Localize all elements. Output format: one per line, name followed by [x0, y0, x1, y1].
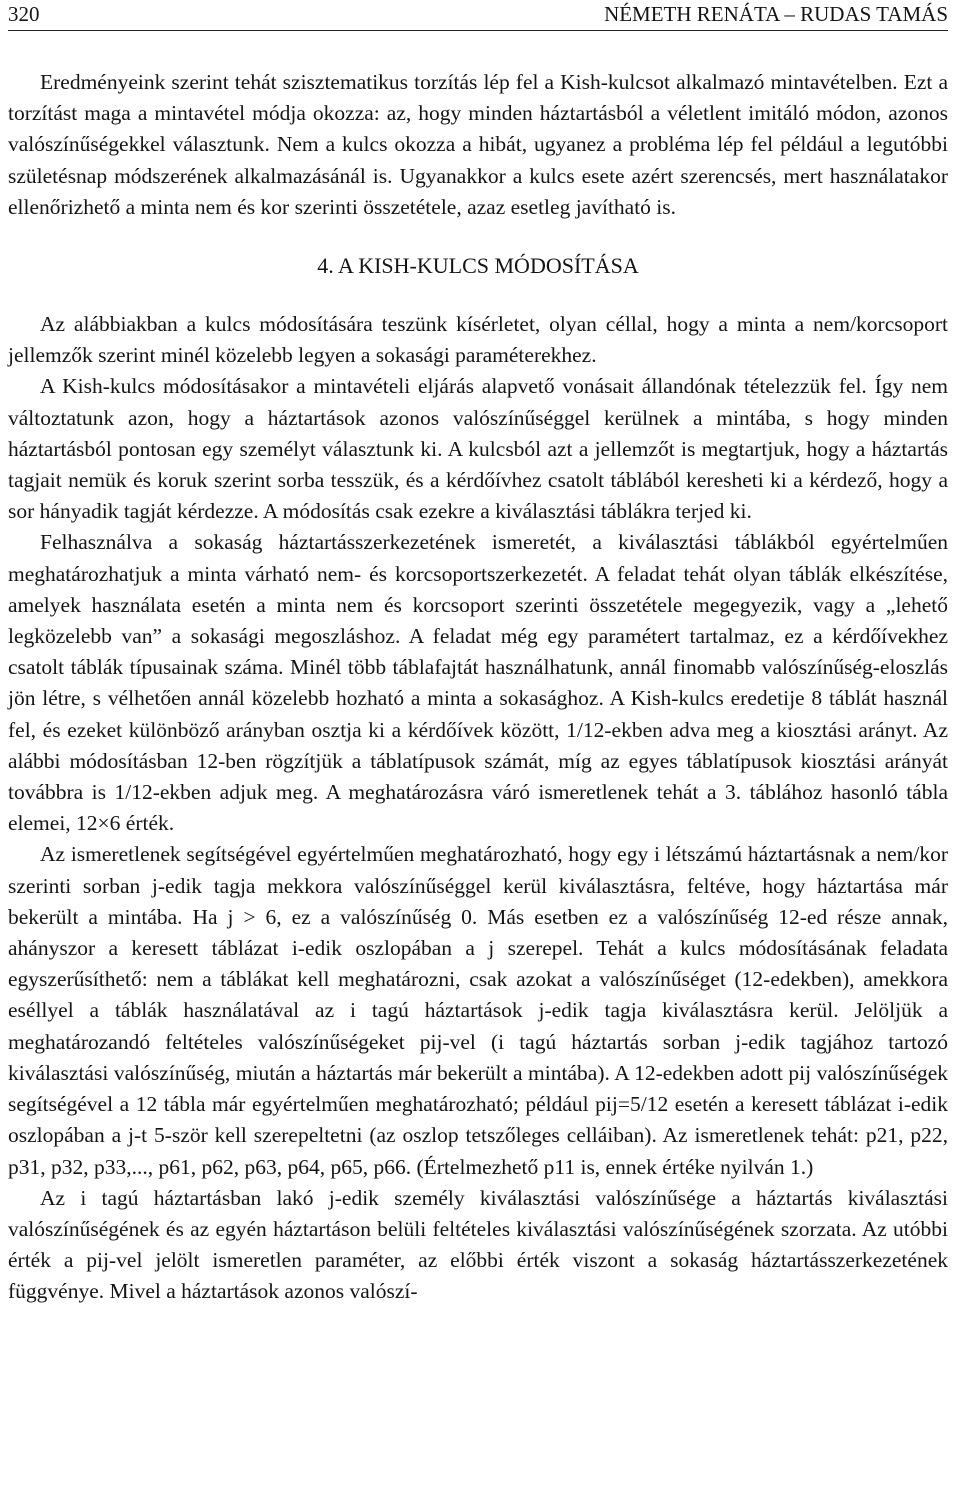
paragraph: Az ismeretlenek segítségével egyértelműen meghatározható, hogy egy i létszámú háztartásnak a nem/kor szerinti sorban j-edik tagja mekkora valószínűséggel kerül kiválasztásra, feltéve, hogy háztartása már bekerült a mintába. Ha j > 6, ez a valószínűség 0. Más esetben ez a valószínűség 12-ed része annak, ahányszor a keresett táblázat i-edik oszlopában a j szerepel. Tehát a kulcs módosításának feladata egyszerűsíthető: nem a táblákat kell meghatározni, csak azokat a valószínűséget (12-edekben), amekkora eséllyel a táblák használatával az i tagú háztartások j-edik tagja kiválasztásra kerül. Jelöljük a meghatározandó feltételes valószínűségeket pij-vel (i tagú háztartás sorban j-edik tagjához tartozó kiválasztási valószínűség, miután a háztartás már bekerült a mintába). A 12-edekben adott pij valószínűségek segítségével a 12 tábla már egyértelműen meghatározható; például pij=5/12 esetén a keresett táblázat i-edik oszlopában a j-t 5-ször kell szerepeltetni (az oszlop tetszőleges celláiban). Az ismeretlenek tehát: p21, p22, p31, p32, p33,..., p61, p62, p63, p64, p65, p66. (Értelmezhető p11 is, ennek értéke nyilván 1.)	[8, 842, 948, 1179]
paragraph: Felhasználva a sokaság háztartásszerkezetének ismeretét, a kiválasztási táblákból egyértelműen meghatározhatjuk a minta várható nem- és korcsoportszerkezetét. A feladat tehát olyan táblák elkészítése, amelyek használata esetén a minta nem és korcsoport szerinti összetétele megegyezik, vagy a „lehető legközelebb van” a sokasági megoszláshoz. A feladat még egy paramétert tartalmaz, ez a kérdőívekhez csatolt táblák típusainak száma. Minél több táblafajtát használhatunk, annál finomabb valószínűség-eloszlás jön létre, s vélhetően annál közelebb hozható a minta a sokasághoz. A Kish-kulcs eredetije 8 táblát használ fel, és ezeket különböző arányban osztja ki a kérdőívek között, 1/12-ekben adva meg a kiosztási arányt. Az alábbi módosításban 12-ben rögzítjük a táblatípusok számát, míg az egyes táblatípusok kiosztási arányát továbbra is 1/12-ekben adjuk meg. A meghatározásra váró ismeretlenek tehát a 3. táblához hasonló tábla elemei, 12×6 érték.	[8, 530, 948, 836]
paragraph: A Kish-kulcs módosításakor a mintavételi eljárás alapvető vonásait állandónak tételezzük fel. Így nem változtatunk azon, hogy a háztartások azonos valószínűséggel kerülnek a mintába, s hogy minden háztartásból pontosan egy személyt választunk ki. A kulcsból azt a jellemzőt is megtartjuk, hogy a háztartás tagjait nemük és koruk szerint sorba tesszük, és a kérdőívhez csatolt táblából keresheti ki a kérdező, hogy a sor hányadik tagját kérdezze. A módosítás csak ezekre a kiválasztási táblákra terjed ki.	[8, 374, 948, 524]
running-header	[8, 0, 948, 28]
header-rule	[8, 30, 948, 31]
section-title: 4. A KISH-KULCS MÓDOSÍTÁSA	[317, 253, 639, 279]
paragraph: Eredményeink szerint tehát szisztematikus torzítás lép fel a Kish-kulcsot alkalmazó mintavételben. Ezt a torzítást maga a mintavétel módja okozza: az, hogy minden háztartásból a véletlent imitáló módon, azonos valószínűségekkel választunk. Nem a kulcs okozza a hibát, ugyanez a probléma lép fel például a legutóbbi születésnap módszerének alkalmazásánál is. Ugyanakkor a kulcs esete azért szerencsés, mert használatakor ellenőrizhető a minta nem és kor szerinti összetétele, azaz esetleg javítható is.	[8, 70, 948, 219]
paragraph: Az i tagú háztartásban lakó j-edik személy kiválasztási valószínűsége a háztartás kiválasztási valószínűségének és az egyén háztartáson belüli feltételes kiválasztási valószínűségének szorzata. Az utóbbi érték a pij-vel jelölt ismeretlen paraméter, az előbbi érték viszont a sokaság háztartásszerkezetének függvénye. Mivel a háztartások azonos valószí-	[8, 1185, 948, 1304]
page-number: 320	[8, 2, 40, 26]
running-title: NÉMETH RENÁTA – RUDAS TAMÁS	[604, 2, 948, 26]
section-heading-wrap	[8, 250, 948, 281]
paragraph: Az alábbiakban a kulcs módosítására teszünk kísérletet, olyan céllal, hogy a minta a nem/korcsoport jellemzők szerint minél közelebb legyen a sokasági paraméterekhez.	[8, 312, 948, 368]
